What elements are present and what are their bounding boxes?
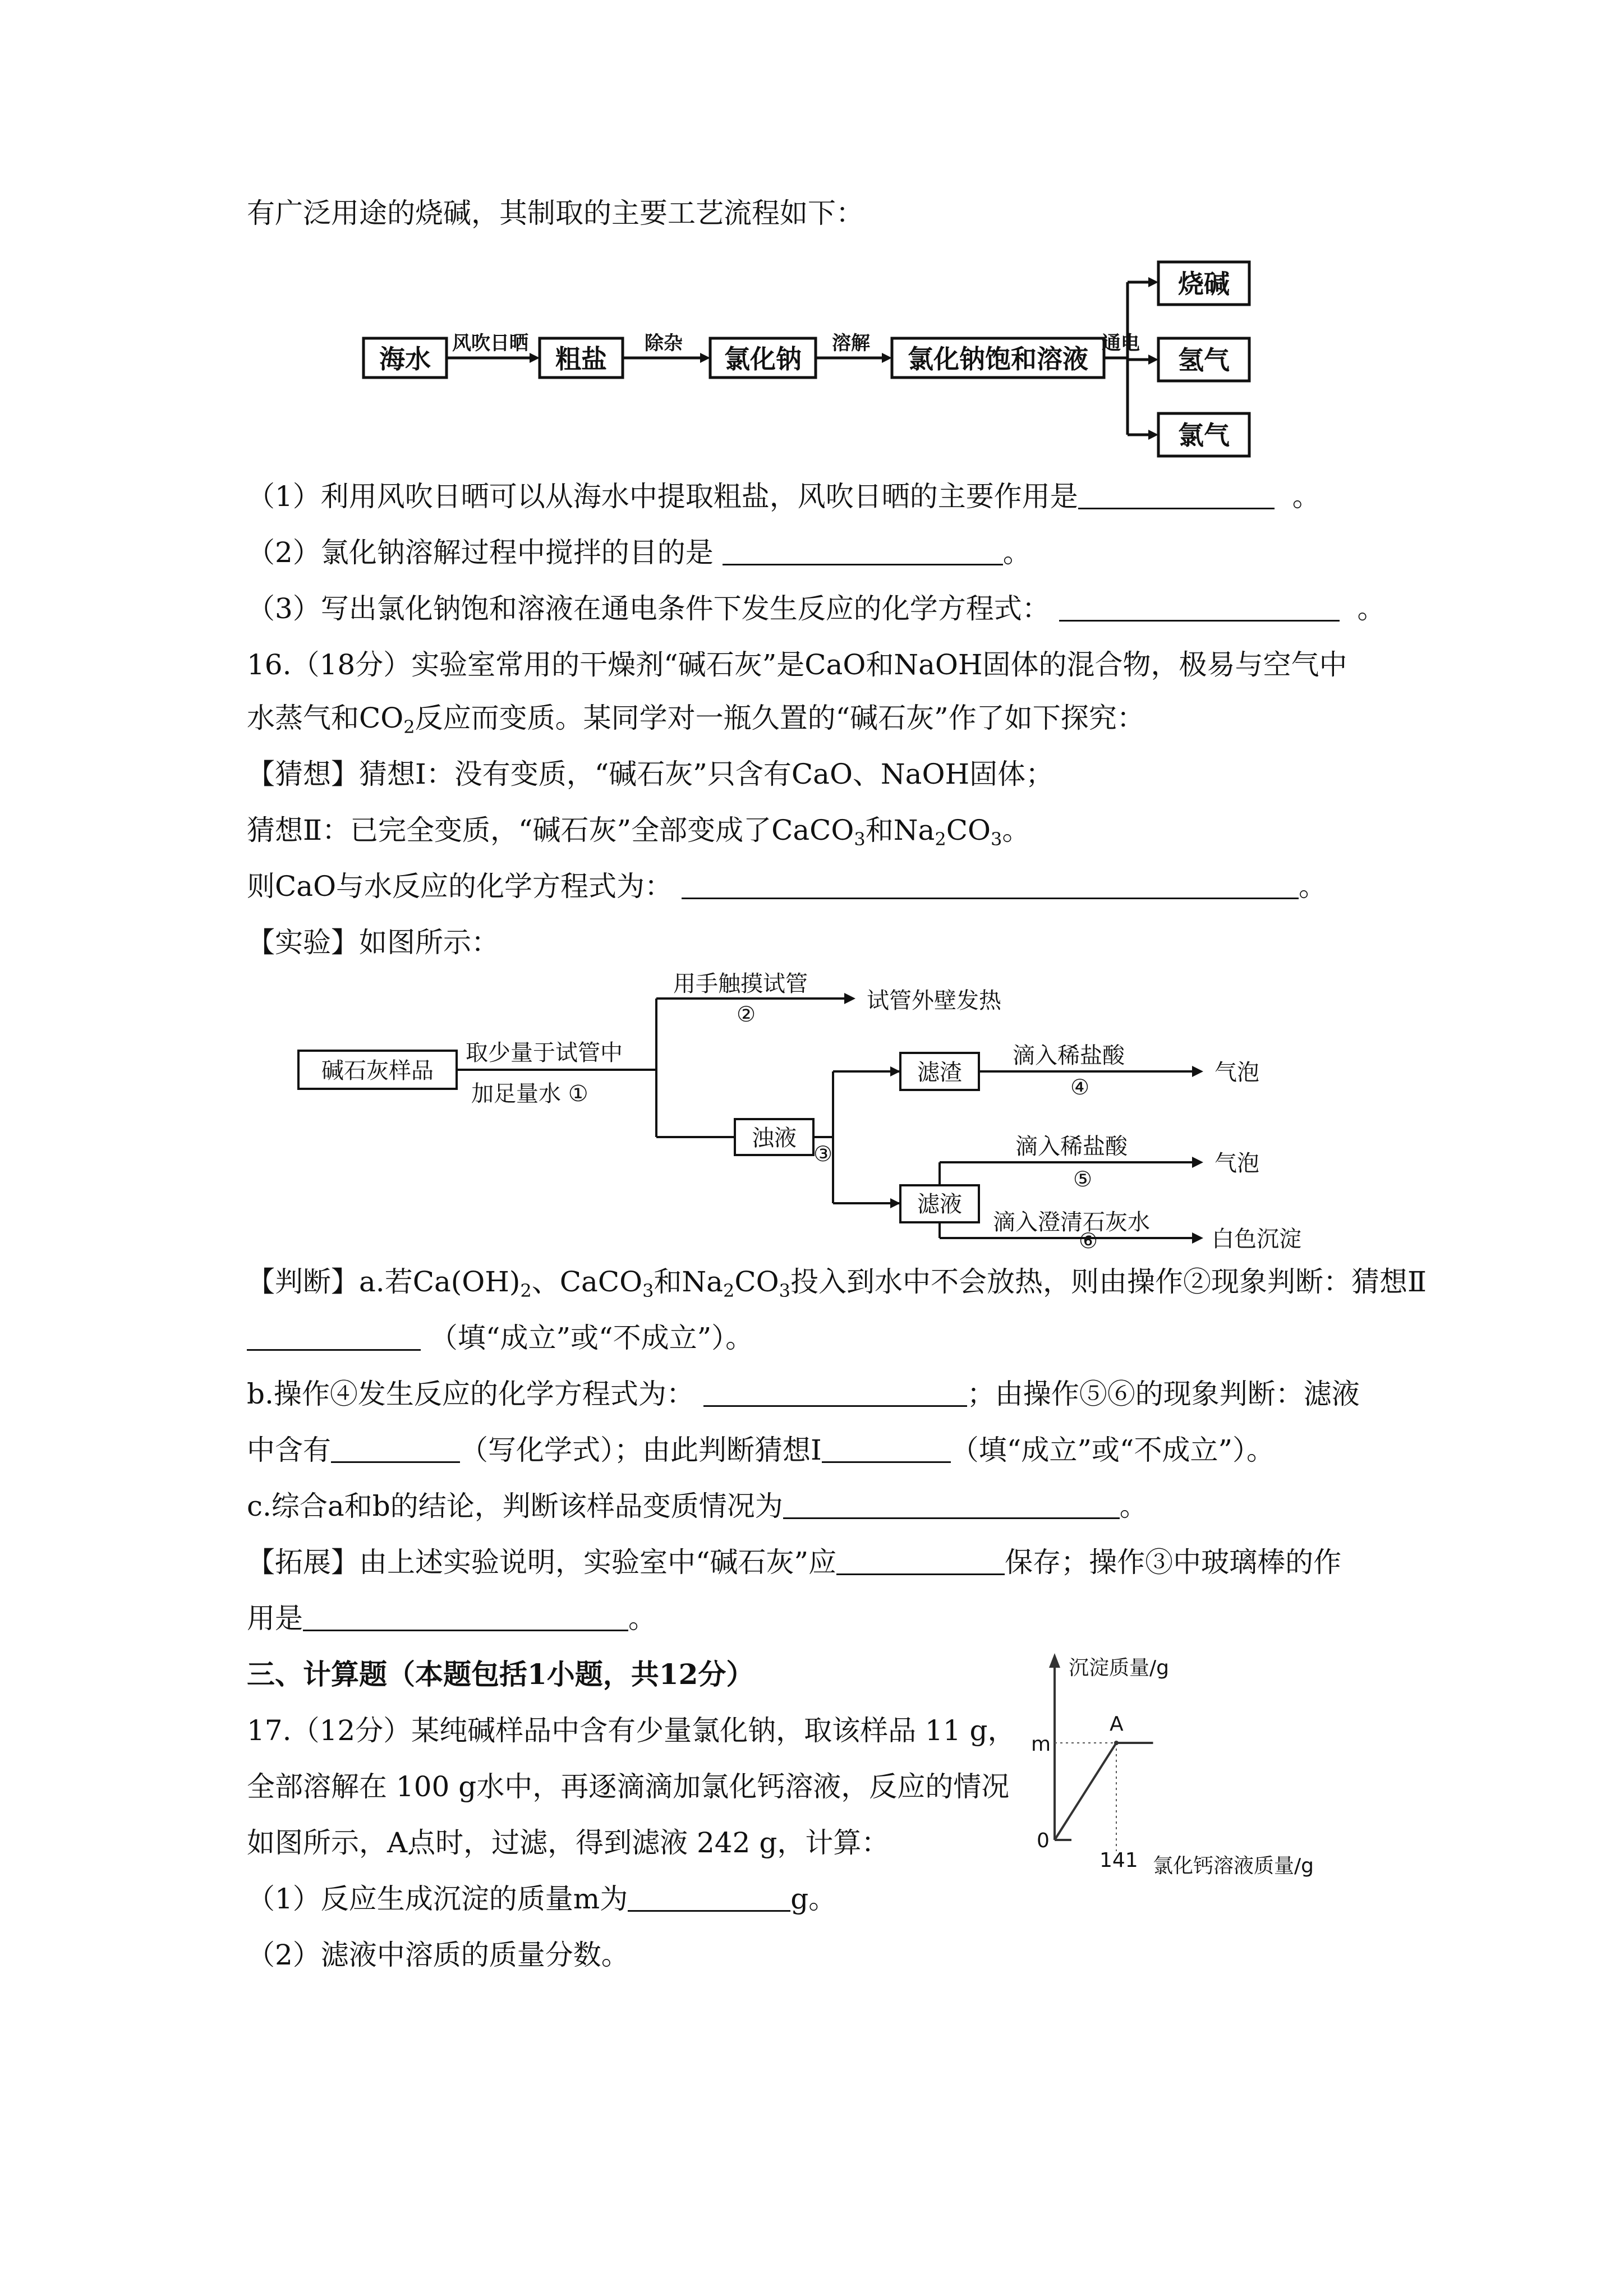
q15-part1: （1）利用风吹日晒可以从海水中提取粗盐，风吹日晒的主要作用是 。 <box>247 480 1321 513</box>
answer-blank[interactable] <box>783 1489 1120 1519</box>
chart-origin-label: 0 <box>1037 1829 1050 1852</box>
answer-blank[interactable] <box>723 536 1003 565</box>
q17-part1: （1）反应生成沉淀的质量m为 g。 <box>247 1883 837 1915</box>
q16-judge-a: 【判断】a.若$Ca(OH)_2$、CaCO$_3$和$Na_2CO_3$投入到水中不会放热，则由操作②现象判断：猜想Ⅱ <box>247 1266 1427 1301</box>
chart-x-label: 氯化钙溶液质量/g <box>1153 1855 1314 1878</box>
diagram-add-hcl-2: 滴入稀盐酸 <box>1015 1134 1128 1159</box>
q16-judge-b1: b.操作④发生反应的化学方程式为： ；由操作⑤⑥的现象判断：滤液 <box>247 1378 1360 1410</box>
q16-extension: 【拓展】由上述实验说明，实验室中“碱石灰”应 保存；操作③中玻璃棒的作 <box>247 1546 1342 1579</box>
diagram-white-ppt: 白色沉淀 <box>1212 1226 1301 1252</box>
q17-part2: （2）滤液中溶质的质量分数。 <box>247 1939 629 1971</box>
diagram-circle2: ② <box>736 1002 756 1027</box>
flow-arrow-sun-wind: 风吹日晒 <box>452 332 528 355</box>
answer-blank[interactable] <box>1078 480 1275 509</box>
q15-flow-diagram <box>359 250 1268 463</box>
chart-x-tick-141: 141 <box>1099 1849 1138 1872</box>
q17-line1: 17.（12分）某纯碱样品中含有少量氯化钠，取该样品 11 g， <box>247 1714 1016 1747</box>
answer-blank[interactable] <box>703 1377 967 1407</box>
chart-y-label: 沉淀质量/g <box>1069 1657 1169 1680</box>
answer-blank[interactable] <box>303 1602 628 1631</box>
diagram-circle5: ⑤ <box>1073 1167 1093 1191</box>
q16-line1: 16.（18分）实验室常用的干燥剂“碱石灰”是CaO和NaOH固体的混合物，极易与空气中 <box>247 648 1347 681</box>
diagram-take1: 取少量于试管中 <box>466 1040 623 1066</box>
q16-line2: 水蒸气和$CO_2$反应而变质。某同学对一瓶久置的“碱石灰”作了如下探究： <box>247 702 1145 738</box>
diagram-residue: 滤渣 <box>917 1060 962 1085</box>
answer-blank[interactable] <box>682 869 1299 899</box>
flow-label-caustic-soda: 烧碱 <box>1178 269 1230 299</box>
q17-line3: 如图所示，A点时，过滤，得到滤液 242 g，计算： <box>247 1826 890 1859</box>
q16-extension2: 用是 。 <box>247 1602 656 1635</box>
answer-blank[interactable] <box>822 1433 951 1463</box>
q15-part2: （2）氯化钠溶解过程中搅拌的目的是 。 <box>247 536 1031 569</box>
diagram-bubble-1: 气泡 <box>1214 1060 1259 1085</box>
q16-cao-equation: 则CaO与水反应的化学方程式为： 。 <box>247 870 1327 903</box>
diagram-add-lime: 滴入澄清石灰水 <box>993 1209 1150 1235</box>
q15-intro: 有广泛用途的烧碱，其制取的主要工艺流程如下： <box>247 197 864 229</box>
answer-blank[interactable] <box>247 1321 421 1351</box>
chart-series-line <box>1055 1743 1153 1840</box>
diagram-bubble-2: 气泡 <box>1214 1151 1259 1176</box>
chart-point-a <box>1114 1741 1119 1745</box>
chart-y-tick-m: m <box>1031 1733 1051 1756</box>
flow-arrow-electrolysis: 通电 <box>1102 332 1140 355</box>
section3-title: 三、计算题（本题包括1小题，共12分） <box>247 1658 755 1691</box>
diagram-touch: 用手触摸试管 <box>673 971 808 997</box>
flow-label-nacl-solution: 氯化钠饱和溶液 <box>908 344 1088 374</box>
diagram-take2: 加足量水 ① <box>471 1081 588 1107</box>
q16-judge-a-fill: （填“成立”或“不成立”）。 <box>247 1318 753 1358</box>
flow-label-seawater: 海水 <box>379 344 431 374</box>
diagram-heat: 试管外壁发热 <box>867 988 1001 1014</box>
answer-blank[interactable] <box>628 1882 790 1912</box>
diagram-circle4: ④ <box>1070 1075 1090 1099</box>
flow-label-nacl: 氯化钠 <box>724 344 802 374</box>
q17-line2: 全部溶解在 100 g水中，再逐滴滴加氯化钙溶液，反应的情况 <box>247 1770 1010 1803</box>
answer-blank[interactable] <box>1059 592 1340 622</box>
flow-label-chlorine: 氯气 <box>1178 420 1230 450</box>
answer-blank[interactable] <box>836 1545 1005 1575</box>
q16-guess1: 【猜想】猜想Ⅰ：没有变质，“碱石灰”只含有CaO、NaOH固体； <box>247 758 1054 790</box>
diagram-turbid: 浊液 <box>752 1125 797 1151</box>
q16-experiment-diagram <box>292 968 1386 1253</box>
flow-arrow-dissolve: 溶解 <box>832 332 870 355</box>
diagram-sample: 碱石灰样品 <box>321 1058 434 1084</box>
y-axis-arrow <box>1049 1653 1060 1668</box>
diagram-add-hcl-1: 滴入稀盐酸 <box>1013 1043 1125 1069</box>
precipitate-chart <box>1004 1646 1374 1888</box>
flow-label-hydrogen: 氢气 <box>1178 345 1230 375</box>
q16-experiment-label: 【实验】如图所示： <box>247 926 499 959</box>
answer-blank[interactable] <box>331 1433 460 1463</box>
diagram-filtrate: 滤液 <box>917 1191 962 1217</box>
flow-label-crude-salt: 粗盐 <box>555 344 607 374</box>
q16-judge-c: c.综合a和b的结论，判断该样品变质情况为 。 <box>247 1490 1148 1522</box>
q16-guess2: 猜想Ⅱ：已完全变质，“碱石灰”全部变成了CaCO$_3$和$Na_2CO_3$。 <box>247 814 1030 850</box>
diagram-circle6: ⑥ <box>1078 1228 1098 1253</box>
flow-arrow-purify: 除杂 <box>645 332 683 355</box>
chart-point-a-label: A <box>1109 1713 1124 1736</box>
q15-part3: （3）写出氯化钠饱和溶液在通电条件下发生反应的化学方程式： 。 <box>247 592 1386 625</box>
q16-judge-b2: 中含有 （写化学式）；由此判断猜想Ⅰ （填“成立”或“不成立”）。 <box>247 1434 1275 1466</box>
diagram-circle3: ③ <box>813 1142 833 1166</box>
